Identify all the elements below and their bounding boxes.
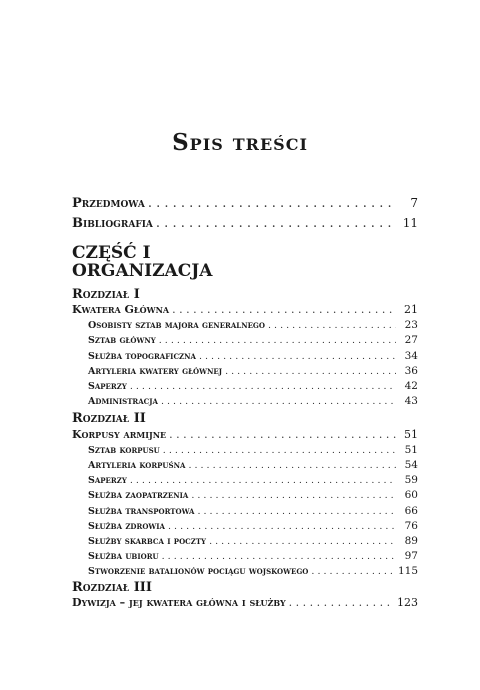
toc-subentry[interactable] bbox=[88, 334, 418, 350]
leader-dots bbox=[130, 475, 396, 486]
toc-page-number: 66 bbox=[404, 505, 418, 517]
leader-dots bbox=[163, 445, 396, 456]
toc-entry-bibliography[interactable] bbox=[72, 216, 418, 232]
toc-entry-chapter-title[interactable] bbox=[72, 428, 418, 444]
toc-page-number: 97 bbox=[404, 550, 418, 562]
toc-page-number: 60 bbox=[404, 489, 418, 501]
toc-subentry[interactable] bbox=[88, 444, 418, 460]
leader-dots bbox=[169, 428, 396, 441]
leader-dots bbox=[148, 196, 396, 211]
chapter-heading: Rozdział II bbox=[72, 411, 146, 426]
toc-entry-preface[interactable] bbox=[72, 196, 418, 212]
toc-entry-label: Służba topograficzna bbox=[88, 351, 196, 362]
leader-dots bbox=[209, 536, 396, 547]
chapter-heading: Rozdział I bbox=[72, 287, 140, 302]
toc-page-number: 115 bbox=[397, 565, 418, 577]
leader-dots bbox=[188, 460, 396, 471]
toc-page-number: 59 bbox=[404, 474, 418, 486]
toc-entry-label: Służba transportowa bbox=[88, 506, 195, 517]
toc-page-number: 36 bbox=[404, 365, 418, 377]
leader-dots bbox=[191, 490, 396, 501]
toc-page-number: 42 bbox=[404, 380, 418, 392]
leader-dots bbox=[161, 396, 396, 407]
toc-page-number: 123 bbox=[397, 596, 418, 609]
toc-subentry[interactable] bbox=[88, 350, 418, 366]
leader-dots bbox=[199, 351, 396, 362]
toc-page-number: 21 bbox=[404, 303, 418, 316]
leader-dots bbox=[225, 366, 396, 377]
toc-page-number: 34 bbox=[404, 350, 418, 362]
toc-subentry[interactable] bbox=[88, 550, 418, 566]
toc-entry-label: Przedmowa bbox=[72, 196, 145, 211]
toc-entry-label: Służba zaopatrzenia bbox=[88, 490, 189, 501]
leader-dots bbox=[130, 381, 396, 392]
toc-page-number: 23 bbox=[404, 319, 418, 331]
toc-subentry[interactable] bbox=[88, 459, 418, 475]
part-heading-line2: ORGANIZACJA bbox=[72, 261, 213, 281]
toc-entry-label: Sztab korpusu bbox=[88, 445, 160, 456]
leader-dots bbox=[162, 551, 396, 562]
toc-subentry[interactable] bbox=[88, 319, 418, 335]
leader-dots bbox=[197, 506, 396, 517]
toc-entry-label: Służby skarbca i poczty bbox=[88, 536, 207, 547]
chapter-heading: Rozdział III bbox=[72, 580, 152, 595]
page-title: Spis treści bbox=[172, 129, 308, 156]
leader-dots bbox=[311, 566, 394, 577]
toc-page-number: 51 bbox=[404, 428, 418, 441]
toc-page-number: 89 bbox=[404, 535, 418, 547]
toc-entry-label: Służba ubioru bbox=[88, 551, 159, 562]
leader-dots bbox=[168, 521, 396, 532]
toc-subentry[interactable] bbox=[88, 505, 418, 521]
toc-entry-label: Korpusy armijne bbox=[72, 428, 167, 441]
toc-entry-label: Kwatera Główna bbox=[72, 303, 170, 316]
toc-subentry[interactable] bbox=[88, 380, 418, 396]
toc-entry-label: Bibliografia bbox=[72, 216, 153, 231]
toc-subentry[interactable] bbox=[88, 489, 418, 505]
toc-entry-label: Artyleria kwatery głównej bbox=[88, 366, 223, 377]
toc-subentry[interactable] bbox=[88, 520, 418, 536]
toc-subentry[interactable] bbox=[88, 365, 418, 381]
toc-entry-label: Saperzy bbox=[88, 381, 127, 392]
toc-entry-chapter-title[interactable] bbox=[72, 303, 418, 319]
leader-dots bbox=[268, 320, 396, 331]
toc-entry-label: Saperzy bbox=[88, 475, 127, 486]
toc-entry-label: Artyleria korpuśna bbox=[88, 460, 186, 471]
part-heading-line1: CZĘŚĆ I bbox=[72, 243, 151, 263]
toc-entry-label: Służba zdrowia bbox=[88, 521, 165, 532]
toc-subentry[interactable] bbox=[88, 474, 418, 490]
leader-dots bbox=[289, 596, 393, 609]
toc-page-number: 76 bbox=[404, 520, 418, 532]
toc-page-number: 43 bbox=[404, 395, 418, 407]
toc-entry-label: Osobisty sztab majora generalnego bbox=[88, 320, 266, 331]
toc-entry-chapter-title[interactable] bbox=[72, 596, 418, 612]
toc-subentry[interactable] bbox=[88, 565, 418, 581]
toc-subentry[interactable] bbox=[88, 395, 418, 411]
leader-dots bbox=[156, 216, 396, 231]
leader-dots bbox=[159, 335, 396, 346]
toc-page-number: 51 bbox=[404, 444, 418, 456]
toc-entry-label: Administracja bbox=[88, 396, 158, 407]
toc-page-number: 11 bbox=[402, 216, 418, 230]
leader-dots bbox=[172, 303, 396, 316]
toc-entry-label: Dywizja – jej kwatera główna i służby bbox=[72, 596, 286, 609]
toc-entry-label: Sztab główny bbox=[88, 335, 156, 346]
toc-subentry[interactable] bbox=[88, 535, 418, 551]
toc-entry-label: Stworzenie batalionów pociągu wojskowego bbox=[88, 566, 309, 577]
toc-page-number: 27 bbox=[404, 334, 418, 346]
toc-page-number: 54 bbox=[404, 459, 418, 471]
toc-page-number: 7 bbox=[410, 196, 418, 210]
